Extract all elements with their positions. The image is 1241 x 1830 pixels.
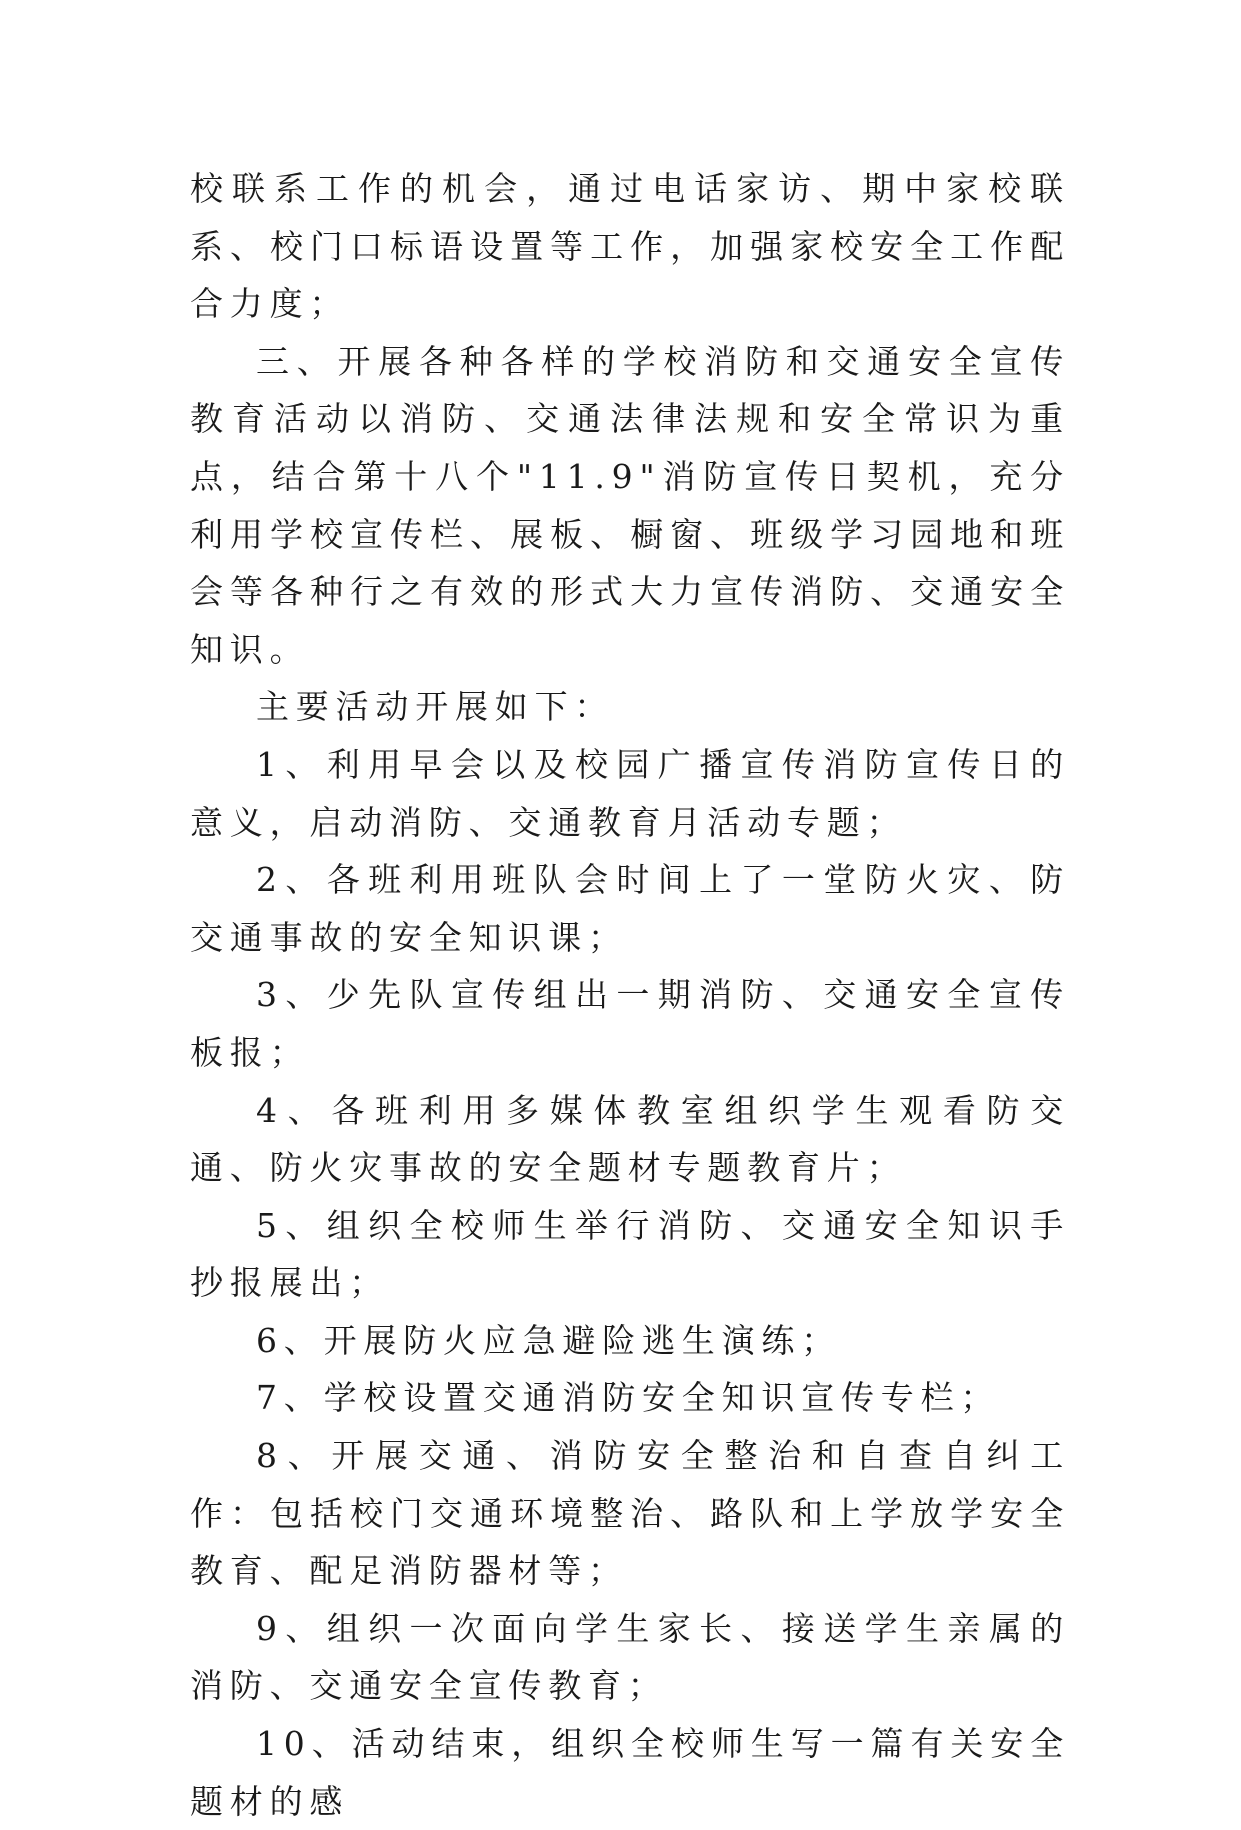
list-item-7: 7、学校设置交通消防安全知识宣传专栏；	[256, 1378, 1001, 1418]
list-item-2: 2、各班利用班队会时间上了一堂防火灾、防交通事故的安全知识课；	[190, 860, 1070, 957]
paragraph-home-school-safety: 校联系工作的机会，通过电话家访、期中家校联系、校门口标语设置等工作，加强家校安全工作配合力度；	[190, 169, 1070, 324]
list-item-5: 5、组织全校师生举行消防、交通安全知识手抄报展出；	[190, 1205, 1070, 1303]
document-body	[190, 160, 1070, 1830]
paragraph-activities-intro: 主要活动开展如下：	[256, 687, 615, 727]
list-item-3: 3、少先队宣传组出一期消防、交通安全宣传板报；	[190, 975, 1070, 1072]
list-item-4: 4、各班利用多媒体教室组织学生观看防交通、防火灾事故的安全题材专题教育片；	[190, 1090, 1070, 1188]
paragraph-section-three: 三、开展各种各样的学校消防和交通安全宣传教育活动以消防、交通法律法规和安全常识为重点，结合第十八个"11.9"消防宣传日契机，充分利用学校宣传栏、展板、橱窗、班级学习园地和班会等各种行之有效的形式大力宣传消防、交通安全知识。	[190, 341, 1070, 669]
list-item-8: 8、开展交通、消防安全整治和自查自纠工作：包括校门交通环境整治、路队和上学放学安全教育、配足消防器材等；	[190, 1436, 1070, 1591]
list-item-9: 9、组织一次面向学生家长、接送学生亲属的消防、交通安全宣传教育；	[190, 1608, 1070, 1706]
list-item-1: 1、利用早会以及校园广播宣传消防宣传日的意义，启动消防、交通教育月活动专题；	[190, 744, 1070, 842]
list-item-6: 6、开展防火应急避险逃生演练；	[256, 1320, 841, 1360]
list-item-10: 10、活动结束，组织全校师生写一篇有关安全题材的感	[190, 1724, 1070, 1821]
